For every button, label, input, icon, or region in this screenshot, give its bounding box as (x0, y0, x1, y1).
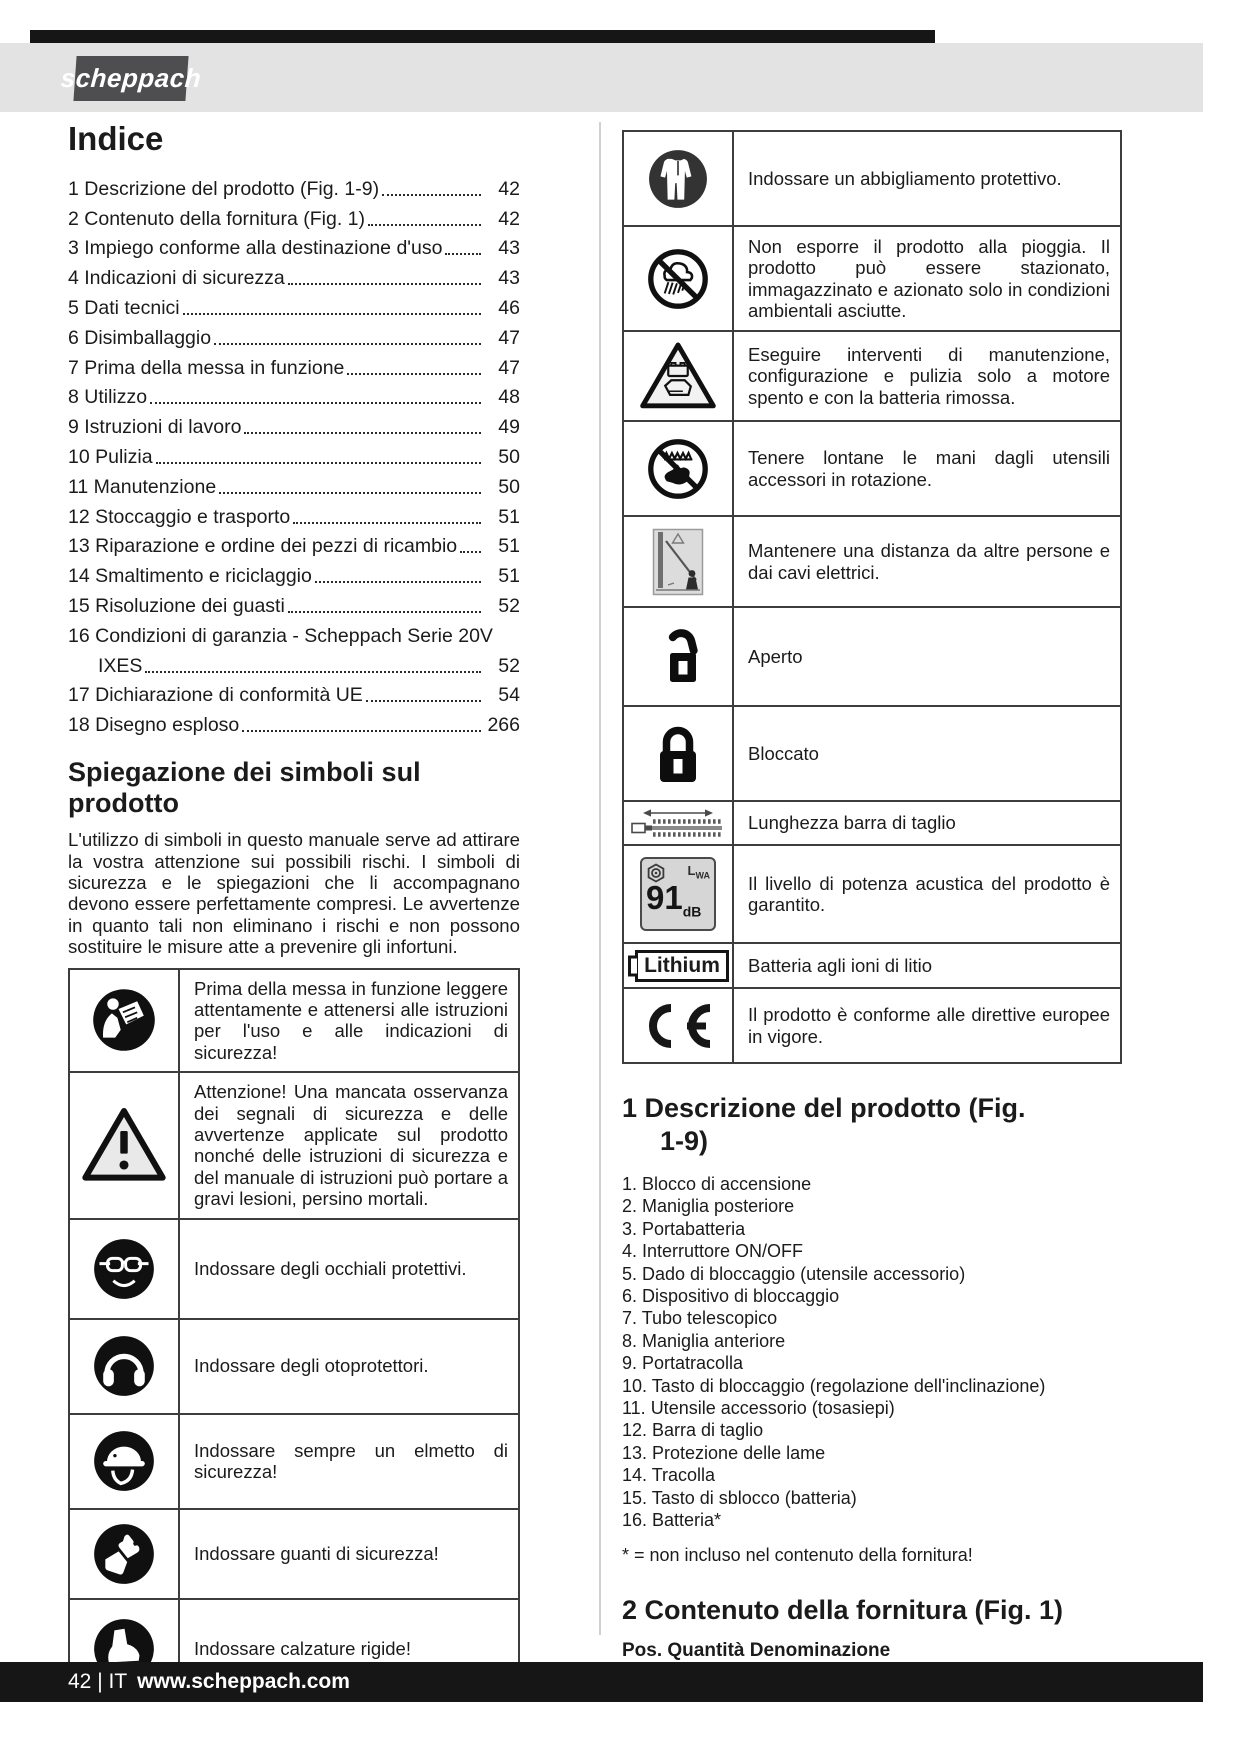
sound-power-level-icon (640, 857, 716, 931)
toc-item (68, 648, 520, 678)
toc-page-number: 52 (498, 654, 520, 677)
right-column (622, 130, 1122, 1662)
list-item: 5. Dado di bloccaggio (utensile accessorio) (622, 1263, 966, 1284)
toc-item (68, 171, 520, 201)
toc-item (68, 678, 520, 708)
toc-leader-dots (156, 462, 481, 464)
symbols-section-title: Spiegazione dei simboli sul prodotto (68, 757, 421, 819)
symbol-text: Attenzione! Una mancata osservanza dei segnali di sicurezza e delle avvertenze applicate sul prodotto nonché delle istruzioni di sicurezza e del manuale di istruzioni può portare a gravi lesioni, persino mortali. (194, 1081, 508, 1210)
list-item: 1. Blocco di accensione (622, 1174, 812, 1194)
list-item: 4. Interruttore ON/OFF (622, 1241, 804, 1262)
toc-item-label: 7 Prima della messa in funzione (68, 356, 345, 379)
symbol-row (70, 970, 518, 1074)
symbol-text: Il prodotto è conforme alle direttive europee in vigore. (748, 1004, 1110, 1047)
symbol-text: Bloccato (748, 742, 819, 764)
toc-page-number: 43 (498, 237, 520, 260)
list-item: 3. Portabatteria (622, 1218, 746, 1239)
footer-website: www.scheppach.com (137, 1670, 350, 1693)
symbol-text: Mantenere una distanza da altre persone e dai cavi elettrici. (748, 540, 1110, 583)
list-item: 15. Tasto di sblocco (batteria) (622, 1487, 857, 1508)
symbol-text: Il livello di potenza acustica del prodotto è garantito. (748, 872, 1110, 915)
left-column (68, 120, 520, 1700)
toc-item-label: 3 Impiego conforme alla destinazione d'uso (68, 237, 443, 260)
symbol-row (624, 332, 1120, 422)
toc-item-label: 5 Dati tecnici (68, 296, 180, 319)
toc-item (68, 350, 520, 380)
product-parts-list (622, 1173, 1122, 1532)
list-item: 10. Tasto di bloccaggio (regolazione dell'inclinazione) (622, 1375, 1046, 1396)
toc-page-number: 42 (498, 207, 520, 230)
symbol-row (70, 1510, 518, 1600)
toc-leader-dots (183, 313, 481, 315)
toc-item-label: 4 Indicazioni di sicurezza (68, 267, 285, 290)
list-item: 2. Maniglia posteriore (622, 1196, 795, 1217)
toc-page-number: 50 (498, 475, 520, 498)
list-item: 6. Dispositivo di bloccaggio (622, 1286, 840, 1307)
toc-page-number: 48 (498, 386, 520, 409)
protective-clothing-icon (647, 148, 709, 210)
toc-page-number: 52 (498, 594, 520, 617)
read-manual-icon (91, 987, 157, 1053)
toc-item (68, 469, 520, 499)
toc-item-label: 13 Riparazione e ordine dei pezzi di ricambio (68, 535, 458, 558)
toc-page-number: 43 (498, 267, 520, 290)
toc-item (68, 439, 520, 469)
safety-goggles-icon (92, 1237, 156, 1301)
safety-helmet-icon (92, 1429, 156, 1493)
symbol-row (70, 1415, 518, 1510)
scheppach-logo: scheppach (73, 56, 188, 101)
toc-item-label: 8 Utilizzo (68, 386, 148, 409)
toc-page-number: 54 (498, 684, 520, 707)
symbol-row (624, 608, 1120, 707)
toc-leader-dots (219, 492, 481, 494)
toc-item-label: 15 Risoluzione dei guasti (68, 594, 285, 617)
cutting-bar-length-icon (630, 806, 726, 840)
symbol-text: Prima della messa in funzione leggere attentamente e attenersi alle istruzioni per l'uso e alle indicazioni di sicurezza! (194, 977, 508, 1063)
toc-leader-dots (150, 402, 481, 404)
lithium-battery-icon (635, 950, 729, 982)
symbols-intro-paragraph: L'utilizzo di simboli in questo manuale serve ad attirare la vostra attenzione sui possibili rischi. I simboli di sicurezza e le spiegazioni che li accompagnano devono essere perfettamente compresi. Le avvertenze in quanto tali non eliminano i rischi e non possono sostituire le misure atte a prevenire gli infortuni. (68, 829, 520, 958)
toc-leader-dots (368, 224, 481, 226)
maintenance-warning-icon (639, 341, 717, 411)
symbol-text: Indossare sempre un elmetto di sicurezza! (194, 1439, 508, 1483)
safety-gloves-icon (92, 1522, 156, 1586)
toc-item-label: 10 Pulizia (68, 445, 153, 468)
symbol-text: Aperto (748, 645, 803, 667)
toc-item (68, 201, 520, 231)
symbol-row (624, 707, 1120, 802)
warning-icon (81, 1107, 167, 1183)
list-item: 13. Protezione delle lame (622, 1442, 826, 1463)
symbol-text: Indossare calzature rigide! (194, 1637, 411, 1659)
toc-item-label: 16 Condizioni di garanzia - Scheppach Serie 20V (68, 624, 493, 647)
list-item: 11. Utensile accessorio (tosasiepi) (622, 1398, 895, 1419)
section2-title: 2 Contenuto della fornitura (Fig. 1) (622, 1594, 1063, 1625)
toc-leader-dots (293, 522, 481, 524)
keep-distance-icon (652, 528, 704, 596)
symbols-table-left (68, 968, 520, 1700)
toc-item-label: IXES (98, 654, 143, 677)
symbol-text: Indossare un abbigliamento protettivo. (748, 167, 1062, 189)
symbol-row (624, 802, 1120, 846)
toc-leader-dots (445, 253, 481, 255)
toc-page-number: 51 (498, 565, 520, 588)
symbol-text: Indossare degli otoprotettori. (194, 1355, 429, 1377)
toc-item (68, 558, 520, 588)
toc-leader-dots (288, 611, 481, 613)
toc-item-label: 11 Manutenzione (68, 475, 217, 498)
toc-item-label: 1 Descrizione del prodotto (Fig. 1-9) (68, 177, 380, 200)
toc-leader-dots (347, 373, 481, 375)
symbol-row (70, 1220, 518, 1320)
symbols-table-right (622, 130, 1122, 1064)
footer-page-info: 42 | IT (68, 1670, 128, 1693)
toc-item-label: 14 Smaltimento e riciclaggio (68, 565, 312, 588)
ce-mark-icon (638, 1001, 718, 1051)
battery-label: Lithium (644, 953, 720, 977)
toc-item (68, 529, 520, 559)
toc-item-label: 9 Istruzioni di lavoro (68, 416, 242, 439)
symbol-text: Indossare guanti di sicurezza! (194, 1542, 439, 1564)
toc-item (68, 499, 520, 529)
list-item: 8. Maniglia anteriore (622, 1330, 786, 1351)
toc-item (68, 588, 520, 618)
toc-item (68, 290, 520, 320)
footnote: * = non incluso nel contenuto della fornitura! (622, 1544, 973, 1565)
battery-terminal (628, 955, 637, 976)
toc-page-number: 42 (498, 177, 520, 200)
toc-page-number: 51 (498, 535, 520, 558)
toc-leader-dots (288, 283, 481, 285)
lwa-symbol: $L_{WA}$ (687, 863, 710, 881)
list-item: 16. Batteria* (622, 1510, 722, 1531)
toc-page-number: 47 (498, 356, 520, 379)
symbol-row (624, 132, 1120, 227)
list-item: 9. Portatracolla (622, 1353, 744, 1374)
toc-leader-dots (460, 551, 481, 553)
toc-leader-dots (382, 194, 481, 196)
toc-leader-dots (366, 700, 481, 702)
toc-item (68, 260, 520, 290)
toc-leader-dots (214, 343, 481, 345)
toc-item-label: 12 Stoccaggio e trasporto (68, 505, 291, 528)
toc-item (68, 231, 520, 261)
toc-leader-dots (242, 730, 481, 732)
symbol-text: Tenere lontane le mani dagli utensili accessori in rotazione. (748, 447, 1110, 490)
toc-page-number: 46 (498, 296, 520, 319)
toc-title: Indice (68, 120, 164, 157)
toc-item-label: 2 Contenuto della fornitura (Fig. 1) (68, 207, 365, 230)
symbol-row (624, 944, 1120, 989)
toc-page-number: 49 (498, 416, 520, 439)
open-padlock-icon (648, 625, 708, 689)
column-divider (599, 122, 601, 1635)
symbol-text: Lunghezza barra di taglio (748, 812, 956, 834)
no-rain-icon (646, 247, 710, 311)
symbol-row (70, 1073, 518, 1219)
header-band (0, 43, 1203, 112)
symbol-text: Indossare degli occhiali protettivi. (194, 1257, 467, 1279)
symbol-row (624, 422, 1120, 517)
symbol-row (624, 989, 1120, 1062)
symbol-row (624, 846, 1120, 944)
closed-padlock-icon (649, 722, 707, 786)
toc-page-number: 47 (498, 326, 520, 349)
list-item: 7. Tubo telescopico (622, 1308, 778, 1329)
toc-item-label: 17 Dichiarazione di conformità UE (68, 684, 363, 707)
toc-item (68, 618, 520, 648)
toc-page-number: 266 (487, 714, 520, 737)
toc-leader-dots (315, 581, 481, 583)
list-item: 14. Tracolla (622, 1465, 716, 1486)
toc-leader-dots (244, 432, 481, 434)
top-rule (30, 30, 935, 43)
delivery-columns-header: Pos. Quantità Denominazione (622, 1639, 891, 1661)
keep-hands-away-icon (646, 437, 710, 501)
toc-item (68, 380, 520, 410)
symbol-row (70, 1320, 518, 1415)
toc-page-number: 50 (498, 445, 520, 468)
symbol-row (624, 517, 1120, 608)
table-of-contents (68, 171, 520, 737)
symbol-text: Batteria agli ioni di litio (748, 954, 933, 976)
section1-title: 1 Descrizione del prodotto (Fig. 1-9) (622, 1093, 1026, 1156)
sound-power-value: $91_{dB}$ (646, 879, 702, 920)
toc-item (68, 409, 520, 439)
symbol-row (624, 227, 1120, 332)
symbol-text: Eseguire interventi di manutenzione, configurazione e pulizia solo a motore spento e con la batteria rimossa. (748, 343, 1110, 408)
symbol-text: Non esporre il prodotto alla pioggia. Il prodotto può essere stazionato, immagazzinato e azionato solo in condizioni ambientali asciutte. (748, 235, 1110, 321)
toc-page-number: 51 (498, 505, 520, 528)
toc-item (68, 707, 520, 737)
toc-leader-dots (145, 671, 481, 673)
toc-item-label: 18 Disegno esploso (68, 714, 240, 737)
ear-protection-icon (92, 1334, 156, 1398)
toc-item-label: 6 Disimballaggio (68, 326, 212, 349)
list-item: 12. Barra di taglio (622, 1420, 764, 1441)
toc-item (68, 320, 520, 350)
page-footer (0, 1662, 1203, 1702)
